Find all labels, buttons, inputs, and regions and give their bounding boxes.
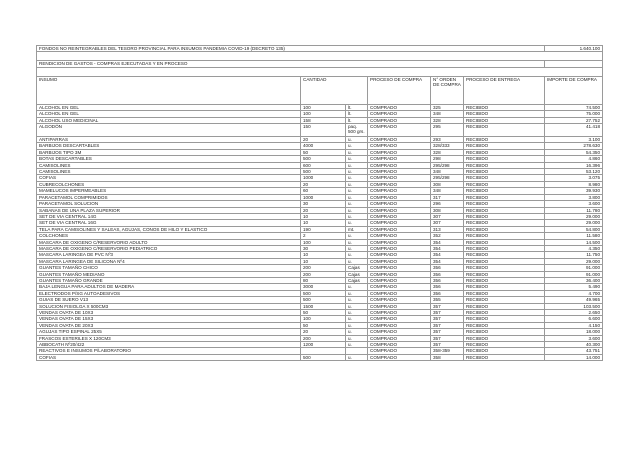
cell-insumo: MASCARA DE OXIGENO C/RESERVORIO ADULTO [37,239,301,245]
cell-unidad: lt. [346,117,368,123]
cell-importe: 3.600 [545,335,603,341]
spacer-row [37,67,603,76]
cell-proceso-entrega: RECIBIDO [464,181,545,187]
cell-importe: 53.120 [545,169,603,175]
cell-unidad: u. [346,233,368,239]
cell-insumo: ALCOHOL USO MEDICINAL [37,117,301,123]
cell-proceso-entrega: RECIBIDO [464,245,545,251]
header-row [37,76,603,104]
cell-proceso-compra: COMPRADO [368,310,431,316]
cell-cantidad: 10 [301,213,346,219]
cell-orden: 308 [431,181,464,187]
document-subtitle: RENDICION DE GASTOS - COMPRAS EJECUTADAS Y EN PROCESO [37,61,545,67]
cell-importe: 4.700 [545,290,603,296]
cell-orden: 356 [431,265,464,271]
cell-unidad: u. [346,156,368,162]
cell-proceso-entrega: RECIBIDO [464,213,545,219]
cell-proceso-entrega: RECIBIDO [464,277,545,283]
cell-proceso-entrega: RECIBIDO [464,194,545,200]
cell-insumo: ALGODÓN [37,124,301,137]
cell-unidad: u. [346,188,368,194]
cell-orden: 356 [431,284,464,290]
cell-proceso-compra: COMPRADO [368,162,431,168]
cell-proceso-compra: COMPRADO [368,303,431,309]
cell-proceso-compra: COMPRADO [368,354,431,360]
cell-proceso-entrega: RECIBIDO [464,316,545,322]
cell-proceso-entrega: RECIBIDO [464,271,545,277]
cell-unidad: Cajas [346,277,368,283]
cell-insumo: CAMISOLINES [37,162,301,168]
cell-importe: 5.490 [545,284,603,290]
cell-proceso-compra: COMPRADO [368,258,431,264]
cell-importe: 54.350 [545,149,603,155]
cell-unidad: u. [346,162,368,168]
cell-proceso-entrega: RECIBIDO [464,335,545,341]
cell-orden: 357 [431,329,464,335]
cell-proceso-compra: COMPRADO [368,175,431,181]
cell-proceso-entrega: RECIBIDO [464,156,545,162]
cell-unidad: u. [346,316,368,322]
header-orden: N° ORDEN DE COMPRA [431,76,464,104]
header-proceso-entrega: PROCESO DE ENTREGA [464,76,545,104]
cell-insumo: REACTIVOS E INSUMOS P/LABORATORIO [37,348,301,354]
table-row [37,354,603,360]
cell-proceso-entrega: RECIBIDO [464,258,545,264]
cell-proceso-compra: COMPRADO [368,226,431,232]
cell-proceso-entrega: RECIBIDO [464,348,545,354]
header-importe: IMPORTE DE COMPRA [545,76,603,104]
cell-unidad: lt. [346,104,368,110]
cell-unidad: paq. 500 grs. [346,124,368,137]
cell-proceso-compra: COMPRADO [368,290,431,296]
cell-proceso-compra: COMPRADO [368,297,431,303]
cell-proceso-compra: COMPRADO [368,329,431,335]
cell-proceso-entrega: RECIBIDO [464,354,545,360]
cell-cantidad: 200 [301,335,346,341]
total-amount: 1.640.100 [545,46,603,52]
cell-orden: 356 [431,271,464,277]
cell-importe: 29.000 [545,220,603,226]
cell-insumo: BAJA LENGUA PARA ADULTOS DE MADERA [37,284,301,290]
cell-proceso-compra: COMPRADO [368,169,431,175]
cell-proceso-compra: COMPRADO [368,207,431,213]
cell-cantidad: 20 [301,329,346,335]
cell-cantidad: 190 [301,226,346,232]
cell-cantidad: 100 [301,239,346,245]
cell-unidad: u. [346,297,368,303]
cell-orden: 293 [431,137,464,143]
cell-insumo: VENDAS OVATA DE 15X3 [37,316,301,322]
cell-proceso-entrega: RECIBIDO [464,104,545,110]
cell-proceso-entrega: RECIBIDO [464,226,545,232]
cell-orden: 295/298 [431,175,464,181]
cell-proceso-entrega: RECIBIDO [464,290,545,296]
cell-insumo: SET DE VIA CENTRAL 14G [37,213,301,219]
cell-importe: 4.150 [545,322,603,328]
cell-unidad: u. [346,342,368,348]
cell-insumo: TELA PARA CAMISOLINES Y SALEAS, AGUJAS, CONOS DE HILO Y ELASTICO [37,226,301,232]
cell-proceso-compra: COMPRADO [368,201,431,207]
cell-importe: 103.500 [545,303,603,309]
cell-cantidad: 158 [301,117,346,123]
cell-cantidad: 50 [301,310,346,316]
cell-unidad: lt. [346,111,368,117]
cell-importe: 3.800 [545,194,603,200]
cell-proceso-compra: COMPRADO [368,316,431,322]
cell-unidad: u. [346,137,368,143]
cell-unidad: u. [346,303,368,309]
cell-orden: 313 [431,226,464,232]
cell-proceso-compra: COMPRADO [368,213,431,219]
cell-proceso-entrega: RECIBIDO [464,297,545,303]
cell-insumo: CUBRECOLCHONES [37,181,301,187]
cell-proceso-entrega: RECIBIDO [464,137,545,143]
cell-cantidad: 50 [301,322,346,328]
cell-importe: 49.965 [545,297,603,303]
cell-orden: 298 [431,156,464,162]
cell-orden: 352 [431,233,464,239]
cell-insumo: ANTIPARRAS [37,137,301,143]
cell-orden: 348 [431,111,464,117]
cell-insumo: CAMISOLINES [37,169,301,175]
cell-cantidad: 4000 [301,143,346,149]
cell-proceso-entrega: RECIBIDO [464,265,545,271]
cell-orden: 357 [431,303,464,309]
cell-cantidad: 500 [301,290,346,296]
cell-importe: 14.500 [545,239,603,245]
cell-insumo: GUANTES TAMAÑO CHICO [37,265,301,271]
cell-proceso-compra: COMPRADO [368,137,431,143]
table-row [37,124,603,137]
cell-unidad: u. [346,175,368,181]
cell-unidad: u. [346,239,368,245]
cell-proceso-entrega: RECIBIDO [464,303,545,309]
cell-orden: 357 [431,335,464,341]
cell-proceso-compra: COMPRADO [368,265,431,271]
cell-proceso-compra: COMPRADO [368,342,431,348]
cell-importe: 4.350 [545,245,603,251]
cell-unidad: u. [346,310,368,316]
cell-orden: 328/333 [431,143,464,149]
cell-cantidad: 80 [301,277,346,283]
cell-cantidad: 20 [301,181,346,187]
cell-proceso-entrega: RECIBIDO [464,252,545,258]
cell-orden: 356 [431,290,464,296]
cell-insumo: FRASCOS ESTERILES X 120CM3 [37,335,301,341]
cell-proceso-compra: COMPRADO [368,143,431,149]
cell-insumo: ABBOCATH Nº20/422 [37,342,301,348]
cell-importe: 41.418 [545,124,603,137]
cell-orden: 325 [431,104,464,110]
cell-insumo: MASCARA LARINGEA DE SILICONA Nº4 [37,258,301,264]
cell-orden: 328 [431,149,464,155]
cell-importe: 3.100 [545,137,603,143]
cell-unidad: u. [346,252,368,258]
cell-unidad: u. [346,201,368,207]
cell-unidad: u. [346,194,368,200]
cell-proceso-compra: COMPRADO [368,233,431,239]
cell-cantidad: 500 [301,156,346,162]
cell-importe: 36.400 [545,277,603,283]
cell-proceso-compra: COMPRADO [368,149,431,155]
cell-proceso-compra: COMPRADO [368,322,431,328]
cell-unidad: u. [346,329,368,335]
cell-orden: 354 [431,258,464,264]
cell-proceso-entrega: RECIBIDO [464,111,545,117]
cell-proceso-compra: COMPRADO [368,271,431,277]
cell-unidad: u. [346,220,368,226]
expense-table [36,45,603,361]
cell-unidad: u. [346,354,368,360]
cell-proceso-entrega: RECIBIDO [464,188,545,194]
cell-proceso-compra: COMPRADO [368,252,431,258]
cell-proceso-compra: COMPRADO [368,277,431,283]
cell-cantidad: 200 [301,271,346,277]
cell-orden: 354 [431,239,464,245]
cell-cantidad: 500 [301,297,346,303]
cell-proceso-compra: COMPRADO [368,181,431,187]
cell-cantidad: 500 [301,354,346,360]
cell-unidad: u. [346,335,368,341]
cell-unidad: u. [346,245,368,251]
cell-insumo: COLCHONES [37,233,301,239]
cell-insumo: AGUJAS TIPO ESPINAL 25X5 [37,329,301,335]
cell-proceso-entrega: RECIBIDO [464,233,545,239]
cell-orden: 354 [431,245,464,251]
cell-insumo: BOTAS DESCARTABLES [37,156,301,162]
cell-orden: 295 [431,124,464,137]
cell-insumo: MAMELUCOS IMPERMEABLES [37,188,301,194]
cell-unidad: u. [346,322,368,328]
cell-orden: 357 [431,342,464,348]
cell-importe: 75.000 [545,111,603,117]
cell-insumo: GUIAS DE SUERO V13 [37,297,301,303]
cell-cantidad: 20 [301,137,346,143]
cell-proceso-compra: COMPRADO [368,156,431,162]
cell-proceso-compra: COMPRADO [368,117,431,123]
cell-importe: 3.600 [545,201,603,207]
cell-unidad: u. [346,258,368,264]
cell-importe: 11.750 [545,252,603,258]
cell-importe: 54.800 [545,226,603,232]
cell-proceso-compra: COMPRADO [368,335,431,341]
cell-orden: 358 [431,354,464,360]
cell-unidad: u. [346,213,368,219]
cell-importe: 11.580 [545,233,603,239]
cell-proceso-entrega: RECIBIDO [464,175,545,181]
cell-orden: 357 [431,316,464,322]
cell-cantidad: 1000 [301,175,346,181]
cell-importe: 74.500 [545,104,603,110]
cell-cantidad: 50 [301,149,346,155]
cell-cantidad: 200 [301,265,346,271]
cell-orden: 328 [431,117,464,123]
cell-proceso-compra: COMPRADO [368,239,431,245]
cell-orden: 308 [431,207,464,213]
cell-importe: 278.630 [545,143,603,149]
cell-proceso-entrega: RECIBIDO [464,201,545,207]
cell-proceso-entrega: RECIBIDO [464,329,545,335]
cell-orden: 307 [431,213,464,219]
cell-insumo: MASCARA DE OXIGENO C/RESERVORIO PEDIATRICO [37,245,301,251]
cell-proceso-entrega: RECIBIDO [464,143,545,149]
cell-importe: 91.000 [545,271,603,277]
cell-importe: 2.650 [545,310,603,316]
cell-orden: 356 [431,277,464,283]
cell-proceso-compra: COMPRADO [368,348,431,354]
cell-importe: 18.000 [545,329,603,335]
cell-cantidad: 100 [301,104,346,110]
cell-unidad: Cajas [346,265,368,271]
cell-cantidad: 100 [301,111,346,117]
cell-insumo: ALCOHOL EN GEL [37,104,301,110]
cell-insumo: SOLUCION FISIOLGA X 500CM3 [37,303,301,309]
cell-insumo: PARACETAMOL SOLUCION [37,201,301,207]
cell-orden: 317 [431,194,464,200]
cell-proceso-compra: COMPRADO [368,245,431,251]
cell-insumo: SET DE VIA CENTRAL 16G [37,220,301,226]
cell-importe: 14.000 [545,354,603,360]
cell-insumo: BARBIJOS DESCARTABLES [37,143,301,149]
cell-proceso-compra: COMPRADO [368,194,431,200]
cell-cantidad: 1200 [301,342,346,348]
cell-unidad: u. [346,143,368,149]
cell-unidad: u. [346,290,368,296]
cell-unidad: u. [346,284,368,290]
cell-proceso-entrega: RECIBIDO [464,207,545,213]
cell-importe: 3.075 [545,175,603,181]
cell-proceso-compra: COMPRADO [368,124,431,137]
cell-insumo: PARACETAMOL COMPRIMIDOS [37,194,301,200]
cell-proceso-entrega: RECIBIDO [464,342,545,348]
cell-importe: 40.300 [545,342,603,348]
cell-cantidad: 500 [301,169,346,175]
cell-proceso-entrega: RECIBIDO [464,310,545,316]
cell-cantidad: 60 [301,188,346,194]
cell-proceso-entrega: RECIBIDO [464,284,545,290]
cell-orden: 295/298 [431,162,464,168]
cell-orden: 296 [431,201,464,207]
cell-orden: 358-359 [431,348,464,354]
cell-proceso-entrega: RECIBIDO [464,124,545,137]
cell-importe: 29.000 [545,213,603,219]
cell-cantidad: 20 [301,207,346,213]
header-cantidad: CANTIDAD [301,76,368,104]
cell-importe: 4.860 [545,156,603,162]
cell-unidad: u. [346,207,368,213]
cell-proceso-entrega: RECIBIDO [464,149,545,155]
cell-proceso-entrega: RECIBIDO [464,220,545,226]
cell-cantidad: 2 [301,233,346,239]
cell-cantidad: 30 [301,201,346,207]
cell-importe: 43.751 [545,348,603,354]
cell-unidad: u. [346,181,368,187]
cell-proceso-compra: COMPRADO [368,220,431,226]
cell-cantidad: 1500 [301,303,346,309]
cell-cantidad: 600 [301,162,346,168]
cell-unidad: u. [346,149,368,155]
header-insumo: INSUMO [37,76,301,104]
cell-orden: 348 [431,169,464,175]
cell-proceso-entrega: RECIBIDO [464,162,545,168]
cell-insumo: GUANTES TAMAÑO GRANDE [37,277,301,283]
cell-insumo: SABANAS DE UNA PLAZA SUPERIOR [37,207,301,213]
cell-orden: 354 [431,252,464,258]
cell-cantidad: 10 [301,220,346,226]
cell-importe: 29.000 [545,258,603,264]
cell-orden: 357 [431,310,464,316]
cell-importe: 16.396 [545,162,603,168]
cell-cantidad: 10 [301,252,346,258]
document-title: FONDOS NO REINTEGRABLES DEL TESORO PROVINCIAL PARA INSUMOS PANDEMIA COVID-19 (DECRETO 135) [37,46,545,52]
cell-importe: 91.000 [545,265,603,271]
cell-importe: 8.980 [545,181,603,187]
cell-cantidad: 150 [301,124,346,137]
cell-cantidad: 1000 [301,194,346,200]
cell-cantidad: 100 [301,316,346,322]
cell-cantidad: 3000 [301,284,346,290]
cell-unidad: u. [346,169,368,175]
cell-proceso-compra: COMPRADO [368,111,431,117]
cell-proceso-compra: COMPRADO [368,104,431,110]
cell-insumo: VENDAS OVATA DE 10X3 [37,310,301,316]
cell-insumo: COFIAS [37,354,301,360]
cell-insumo: ALCOHOL EN GEL [37,111,301,117]
cell-unidad: Cajas [346,271,368,277]
cell-proceso-entrega: RECIBIDO [464,322,545,328]
cell-insumo: COFIAS [37,175,301,181]
cell-proceso-compra: COMPRADO [368,188,431,194]
cell-insumo: ELECTRODOS P/SG AUTOADESIVOS [37,290,301,296]
cell-proceso-compra: COMPRADO [368,284,431,290]
cell-importe: 27.752 [545,117,603,123]
cell-cantidad: 10 [301,258,346,264]
cell-unidad: mt. [346,226,368,232]
cell-orden: 307 [431,220,464,226]
spacer-row [37,52,603,61]
cell-orden: 355 [431,297,464,303]
cell-cantidad: 30 [301,245,346,251]
cell-importe: 39.930 [545,188,603,194]
header-proceso-compra: PROCESO DE COMPRA [368,76,431,104]
cell-insumo: MASCARA LARINGEA DE PVC Nº3 [37,252,301,258]
cell-orden: 348 [431,188,464,194]
cell-proceso-entrega: RECIBIDO [464,169,545,175]
cell-insumo: GUANTES TAMAÑO MEDIANO [37,271,301,277]
cell-importe: 6.600 [545,316,603,322]
cell-insumo: BARBIJOS TIPO 3M [37,149,301,155]
cell-orden: 357 [431,322,464,328]
cell-proceso-entrega: RECIBIDO [464,117,545,123]
cell-insumo: VENDAS OVATA DE 20X3 [37,322,301,328]
cell-importe: 11.780 [545,207,603,213]
cell-proceso-entrega: RECIBIDO [464,239,545,245]
